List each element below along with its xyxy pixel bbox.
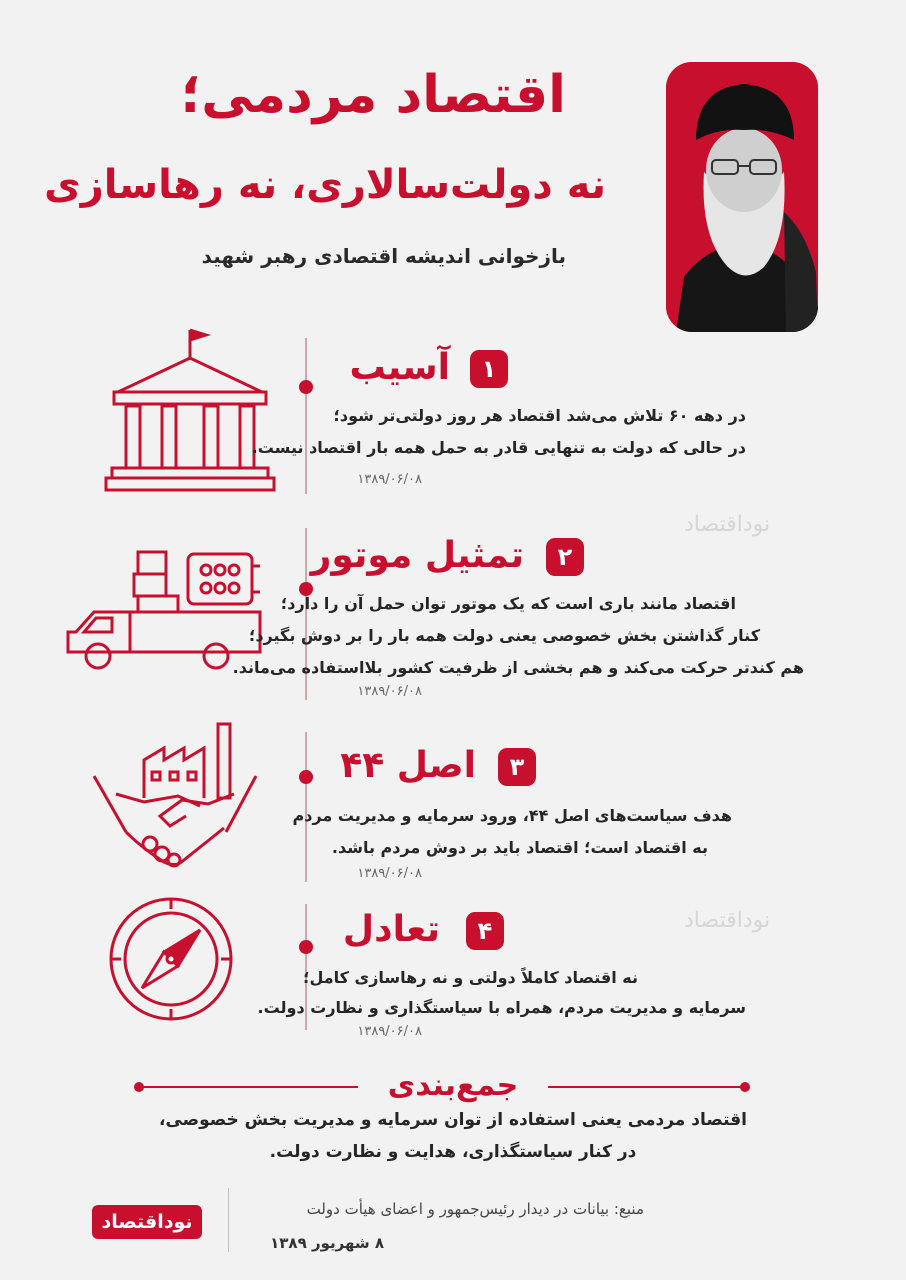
page-title: اقتصاد مردمی؛: [180, 65, 566, 125]
timeline-dot: [299, 940, 313, 954]
compass-icon: [106, 894, 236, 1024]
section-4-title: تعادل: [342, 909, 440, 950]
section-4-text-line2: سرمایه و مدیریت مردم، همراه با سیاستگذاری و نظارت دولت.: [257, 998, 746, 1017]
handshake-factory-icon: [90, 720, 260, 870]
section-2-text-line2: کنار گذاشتن بخش خصوصی یعنی دولت همه بار را بر دوش بگیرد؛: [248, 626, 760, 645]
summary-text-line1: اقتصاد مردمی یعنی استفاده از توان سرمایه و مدیریت بخش خصوصی،: [158, 1110, 748, 1130]
section-3-text-line1: هدف سیاست‌های اصل ۴۴، ورود سرمایه و مدیریت مردم: [292, 806, 732, 825]
section-4-date: ۱۳۸۹/۰۶/۰۸: [357, 1024, 422, 1039]
timeline-line: [305, 338, 307, 494]
section-1-text-line2: در حالی که دولت به تنهایی قادر به حمل همه بار اقتصاد نیست.: [251, 438, 746, 457]
timeline-dot: [299, 770, 313, 784]
summary-text-line2: در کنار سیاستگذاری، هدایت و نظارت دولت.: [269, 1142, 637, 1162]
brand-logo: نوداقتصاد: [92, 1205, 202, 1239]
section-4-text-line1: نه اقتصاد کاملاً دولتی و نه رهاسازی کامل؛: [303, 968, 638, 987]
section-2-title: تمثیل موتور: [310, 535, 524, 576]
source-date: ۸ شهریور ۱۳۸۹: [270, 1234, 384, 1252]
section-1-date: ۱۳۸۹/۰۶/۰۸: [357, 472, 422, 487]
government-building-icon: [90, 322, 290, 502]
section-2-badge: ۲: [546, 538, 584, 576]
footer-divider: [228, 1188, 229, 1252]
section-3-badge: ۳: [498, 748, 536, 786]
section-2-text-line3: هم کندتر حرکت می‌کند و هم بخشی از ظرفیت کشور بلااستفاده می‌ماند.: [232, 658, 804, 677]
section-1-title: آسیب: [349, 347, 450, 388]
watermark: نوداقتصاد: [684, 512, 771, 537]
section-3-title: اصل ۴۴: [340, 745, 476, 786]
section-2-date: ۱۳۸۹/۰۶/۰۸: [357, 684, 422, 699]
portrait-image: [666, 62, 818, 332]
section-1-badge: ۱: [470, 350, 508, 388]
section-4-badge: ۴: [466, 912, 504, 950]
watermark: نوداقتصاد: [684, 908, 771, 933]
summary-title: جمع‌بندی: [387, 1068, 519, 1103]
timeline-dot: [299, 380, 313, 394]
portrait-illustration: [666, 62, 818, 332]
section-1-text-line1: در دهه ۶۰ تلاش می‌شد اقتصاد هر روز دولتی‌تر شود؛: [333, 406, 746, 425]
page-subtitle: بازخوانی اندیشه اقتصادی رهبر شهید: [201, 244, 566, 268]
section-3-date: ۱۳۸۹/۰۶/۰۸: [357, 866, 422, 881]
section-3-text-line2: به اقتصاد است؛ اقتصاد باید بر دوش مردم باشد.: [331, 838, 708, 857]
page-title-line2: نه دولت‌سالاری، نه رهاسازی: [44, 162, 606, 208]
section-2-text-line1: اقتصاد مانند باری است که یک موتور توان حمل آن را دارد؛: [280, 594, 736, 613]
source-text: منبع: بیانات در دیدار رئیس‌جمهور و اعضای هیأت دولت: [306, 1200, 644, 1218]
